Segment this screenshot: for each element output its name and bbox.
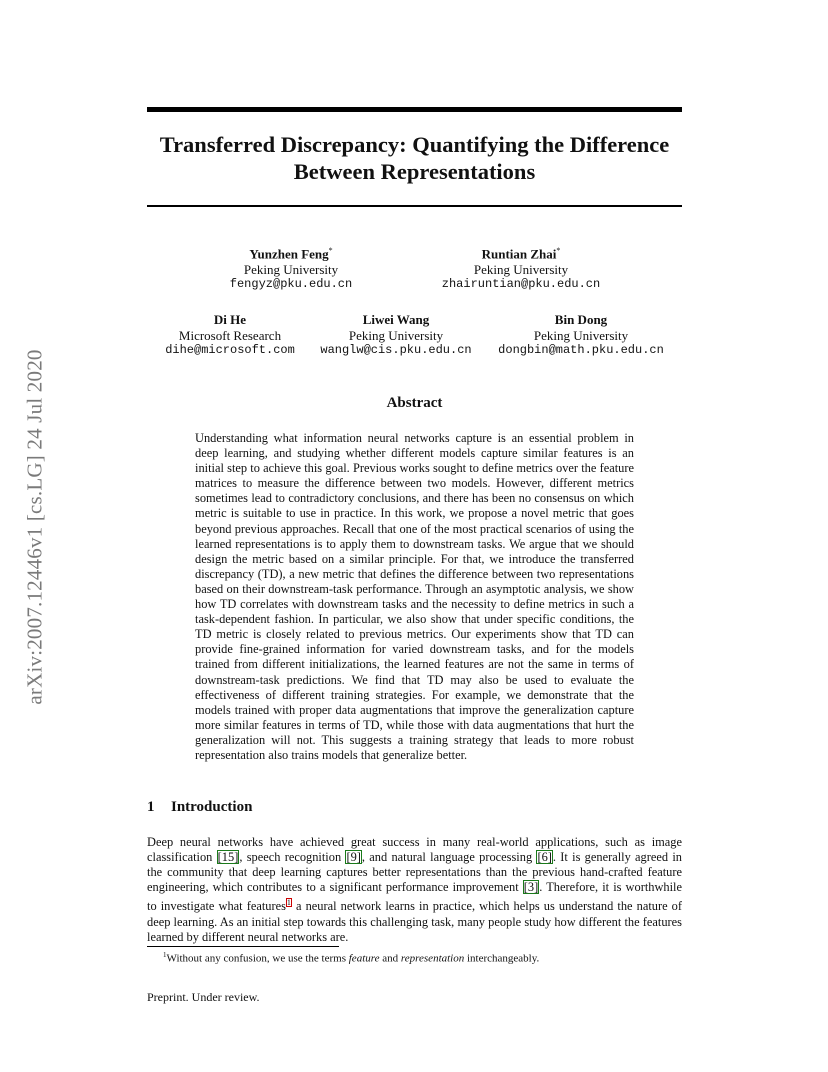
paper-title xyxy=(147,131,682,185)
intro-text: . It is generally agreed in the community that deep learning captures better representations than the previous hand-crafted feature engineering, which contributes to a significant performance improvement xyxy=(147,850,683,895)
intro-text: . Therefore, it is worthwhile to investigate what features xyxy=(147,880,682,914)
section-number: 1 xyxy=(147,799,155,815)
section-title: Introduction xyxy=(171,799,253,815)
footnote-link[interactable]: 1 xyxy=(286,898,291,908)
intro-paragraph xyxy=(147,835,682,945)
intro-text: Deep neural networks have achieved great success in many real-world applications, such as image classification xyxy=(147,835,682,865)
footnote-emphasis: representation xyxy=(400,952,465,965)
footnote-text: interchangeably. xyxy=(464,952,540,965)
arxiv-identifier-text: arXiv:2007.12446v1 [cs.LG] 24 Jul 2020 xyxy=(22,349,47,705)
author-block xyxy=(150,312,310,359)
author-block xyxy=(311,312,481,359)
title-top-rule xyxy=(147,107,682,112)
author-email: zhairuntian@pku.edu.cn xyxy=(441,277,601,292)
section-heading xyxy=(147,799,252,816)
footnote-text: Without any confusion, we use the terms xyxy=(166,952,349,965)
citation-link[interactable]: [15] xyxy=(217,850,239,865)
intro-text: a neural network learns in practice, which helps us understand the nature of deep learning. As an initial step towards this challenging task, many people study how different the features learned by different neural networks are. xyxy=(147,899,682,944)
author-name: Runtian Zhai xyxy=(481,246,557,262)
author-name: Bin Dong xyxy=(554,312,608,327)
author-name: Liwei Wang xyxy=(362,312,430,327)
title-bottom-rule xyxy=(147,205,682,207)
citation-link[interactable]: [9] xyxy=(346,850,361,865)
abstract-text: Understanding what information neural networks capture is an essential problem in deep learning, and studying whether different models capture similar features is an initial step to achieve this goal. Previous works sought to define metrics over the feature matrices to measure the difference between two models. However, different metrics sometimes lead to contradictory conclusions, and there has been no consensus on which metric is suitable to use in practice. In this work, we propose a novel metric that goes beyond previous approaches. Recall that one of the most practical scenarios of using the learned representations is to apply them to downstream tasks. We argue that we should design the metric based on a similar principle. For that, we introduce the transferred discrepancy (TD), a new metric that defines the difference between two representations based on their downstream-task performance. Through an asymptotic analysis, we show how TD correlates with downstream tasks and the necessity to define metrics in such a task-dependent fashion. In particular, we also show that under specific conditions, the TD metric is closely related to previous metrics. Our experiments show that TD can provide fine-grained information for varied downstream tasks, and for the models trained from different initializations, the learned features are not the same in terms of downstream-task predictions. We find that TD may also be used to evaluate the effectiveness of different training strategies. For example, we demonstrate that the models trained with proper data augmentations that improve the generalization capture more similar features in terms of TD, while those with data augmentations that hurt the generalization will not. This suggests a training strategy that leads to more robust representation also trains models that generalize better. xyxy=(195,431,634,762)
author-affiliation: Peking University xyxy=(243,261,339,277)
intro-text: , and natural language processing xyxy=(361,850,537,865)
author-block xyxy=(406,243,636,293)
author-affiliation: Peking University xyxy=(473,261,569,277)
author-name: Yunzhen Feng xyxy=(249,246,329,262)
author-email: wanglw@cis.pku.edu.cn xyxy=(320,343,472,357)
author-name: Di He xyxy=(213,312,247,327)
intro-text: , speech recognition xyxy=(239,850,346,865)
footnote-rule xyxy=(147,946,339,947)
footnote-emphasis: feature xyxy=(348,952,380,965)
arxiv-identifier-stamp xyxy=(22,296,48,758)
footnote xyxy=(163,951,539,965)
author-email: dihe@microsoft.com xyxy=(165,343,295,357)
paper-title-line-2: Between Representations xyxy=(293,159,536,184)
author-block xyxy=(191,243,391,293)
citation-link[interactable]: [3] xyxy=(523,880,539,895)
abstract-heading: Abstract xyxy=(386,395,443,411)
preprint-note: Preprint. Under review. xyxy=(147,990,260,1004)
citation-link[interactable]: [6] xyxy=(537,850,552,865)
author-email: dongbin@math.pku.edu.cn xyxy=(498,343,664,357)
author-affiliation: Microsoft Research xyxy=(178,327,282,343)
footnote-text: and xyxy=(379,952,401,965)
author-affiliation: Peking University xyxy=(533,327,629,343)
author-email: fengyz@pku.edu.cn xyxy=(229,277,353,292)
author-affiliation: Peking University xyxy=(348,327,444,343)
footnote-number: 1 xyxy=(163,951,167,959)
equal-contribution-mark: * xyxy=(328,246,333,255)
equal-contribution-mark: * xyxy=(556,246,561,255)
paper-title-line-1: Transferred Discrepancy: Quantifying the Difference xyxy=(159,132,670,157)
author-block xyxy=(494,312,668,359)
